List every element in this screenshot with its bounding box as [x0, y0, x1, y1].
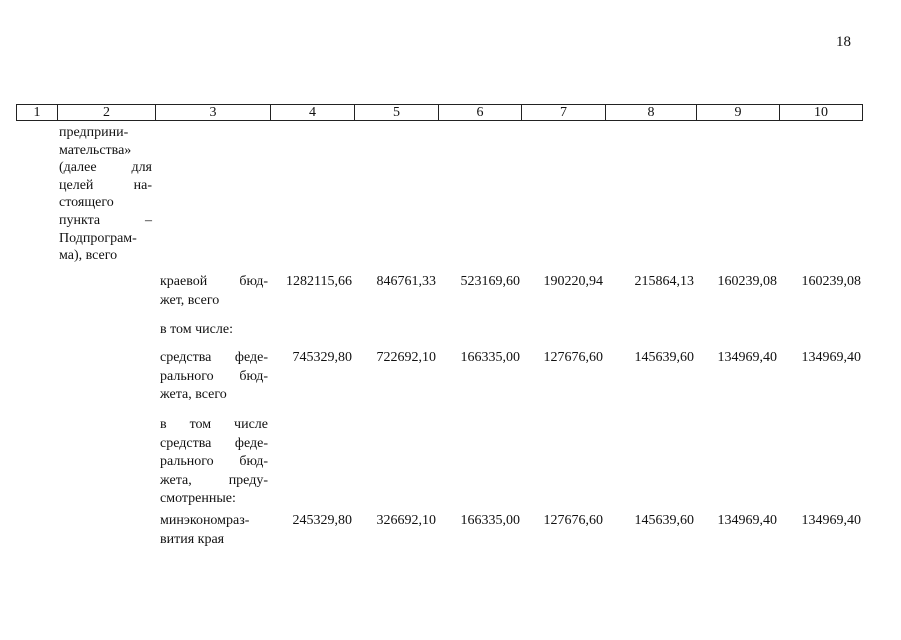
row-label-line: средства феде-: [160, 435, 268, 451]
cell-value: 134969,40: [717, 350, 777, 365]
cell-value: 190220,94: [543, 274, 603, 289]
row-label-line: минэкономраз-: [160, 513, 250, 528]
cell-value: 245329,80: [292, 513, 352, 528]
cell-value: 134969,40: [801, 513, 861, 528]
cell-value: 215864,13: [634, 274, 694, 289]
header-col-4: 4: [309, 105, 316, 120]
row-label-regional-budget: [160, 273, 268, 310]
cell-value: 145639,60: [634, 350, 694, 365]
row-label-line: жет, всего: [160, 292, 220, 308]
cell-value: 160239,08: [717, 274, 777, 289]
page-number: 18: [836, 34, 851, 50]
cell-value: 160239,08: [801, 274, 861, 289]
row-label-line: жета, преду-: [160, 472, 268, 488]
cell-value: 523169,60: [460, 274, 520, 289]
program-name-line: пункта –: [59, 212, 152, 228]
row-label-including: [160, 321, 268, 340]
cell-value: 145639,60: [634, 513, 694, 528]
header-col-8: 8: [647, 105, 655, 120]
row-label-line: вития края: [160, 531, 225, 547]
header-col-9: 9: [734, 105, 742, 120]
row-label-federal-including: [160, 416, 268, 509]
program-name-line: Подпрограм-: [59, 230, 137, 246]
cell-value: 127676,60: [543, 350, 603, 365]
header-col-2: 2: [103, 105, 110, 120]
header-col-5: 5: [393, 105, 400, 120]
program-name-line: (далее для: [59, 160, 152, 176]
cell-value: 846761,33: [376, 274, 436, 289]
cell-value: 745329,80: [292, 350, 352, 365]
program-name-line: мательства»: [59, 142, 132, 158]
program-name-line: ма), всего: [59, 248, 118, 264]
cell-value: 127676,60: [543, 513, 603, 528]
program-name-line: предприни-: [59, 125, 129, 140]
header-col-10: 10: [814, 105, 828, 120]
cell-value: 166335,00: [460, 513, 520, 528]
cell-value: 166335,00: [460, 350, 520, 365]
row-label-line: краевой бюд-: [160, 274, 268, 289]
program-name-cell: [59, 124, 152, 265]
cell-value: 722692,10: [376, 350, 436, 365]
row-label-line: средства феде-: [160, 350, 268, 365]
header-col-6: 6: [476, 105, 484, 120]
cell-value: 134969,40: [717, 513, 777, 528]
header-col-7: 7: [560, 105, 567, 120]
row-label-line: в том числе:: [160, 322, 233, 337]
row-label-federal-budget: [160, 349, 268, 405]
row-label-line: рального бюд-: [160, 368, 268, 384]
cell-value: 1282115,66: [286, 274, 352, 289]
cell-value: 134969,40: [801, 350, 861, 365]
row-label-line: в том числе: [160, 417, 268, 432]
row-label-line: рального бюд-: [160, 454, 268, 469]
row-label-ministry-economy: [160, 512, 268, 549]
header-col-1: 1: [33, 105, 41, 120]
program-name-line: целей на-: [59, 177, 152, 193]
header-col-3: 3: [209, 105, 217, 120]
program-name-line: стоящего: [59, 195, 114, 211]
cell-value: 326692,10: [376, 513, 436, 528]
row-label-line: смотренные:: [160, 491, 236, 506]
row-label-line: жета, всего: [160, 387, 227, 402]
